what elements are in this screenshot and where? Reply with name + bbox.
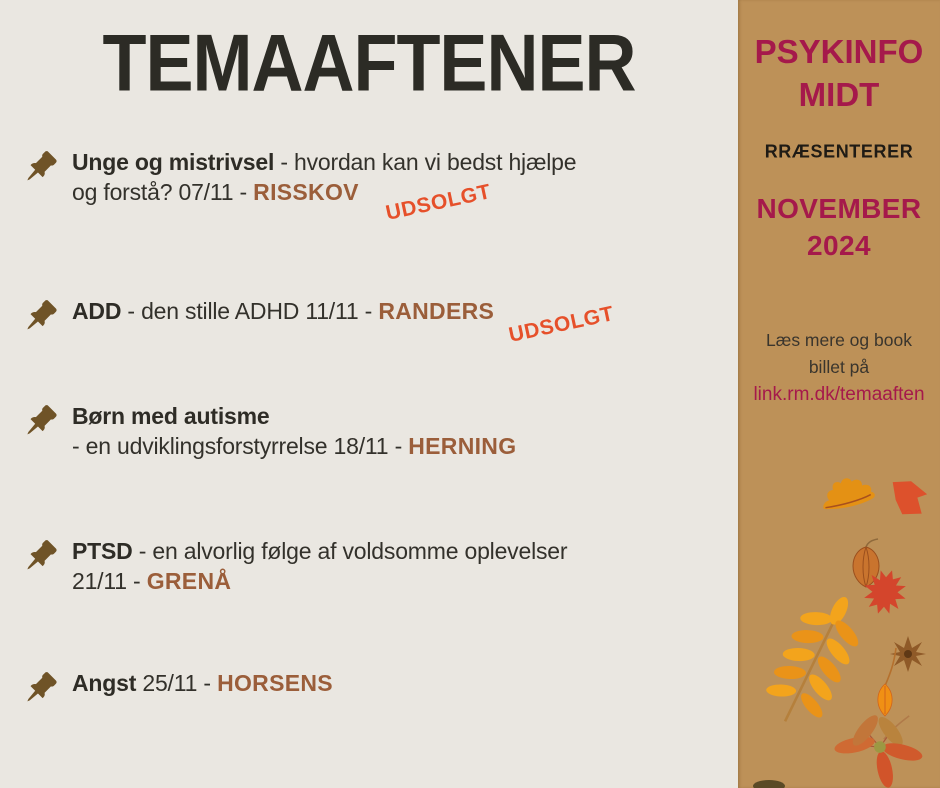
event-title: Børn med autisme — [72, 403, 270, 429]
cta-line1: Læs mere og book — [766, 330, 912, 350]
event-title: Unge og mistrivsel — [72, 149, 275, 175]
pushpin-icon — [26, 148, 59, 181]
event-title: Angst — [72, 670, 137, 696]
event-description: og forstå? 07/11 - — [72, 178, 254, 205]
event-line1 — [72, 148, 576, 178]
month-name: NOVEMBER — [756, 193, 922, 224]
maple-leaf-icon — [858, 568, 912, 616]
brand-line2: MIDT — [798, 76, 880, 113]
month-year: 2024 — [807, 230, 871, 261]
booking-link: link.rm.dk/temaaften — [753, 384, 925, 405]
event-location: HERNING — [408, 432, 517, 459]
leaf-decoration — [738, 460, 940, 788]
event-description: - hvordan kan vi bedst hjælpe — [274, 149, 577, 175]
event-text — [72, 148, 577, 225]
event-description: 21/11 - — [72, 567, 147, 594]
event-text — [72, 669, 333, 699]
event-location: HORSENS — [217, 670, 333, 696]
event-row-boern-med-autisme — [26, 402, 728, 461]
event-title: PTSD — [72, 538, 133, 564]
creeper-leaf-icon — [828, 710, 928, 788]
month-label — [738, 190, 940, 264]
event-row-angst — [26, 669, 728, 702]
event-line1 — [72, 537, 567, 567]
oak-leaf-icon — [818, 468, 876, 518]
event-text — [72, 537, 567, 596]
event-line2 — [72, 567, 567, 597]
event-line2 — [72, 432, 516, 462]
event-description: 25/11 - — [136, 670, 218, 696]
pushpin-icon — [26, 669, 59, 702]
event-description: - den stille ADHD 11/11 - — [121, 298, 379, 324]
event-title: ADD — [72, 298, 122, 324]
event-row-add — [26, 297, 728, 347]
pushpin-icon — [26, 297, 59, 330]
event-line1 — [72, 402, 516, 432]
event-location: RISSKOV — [253, 178, 359, 205]
event-text — [72, 402, 516, 461]
presents-label: RRÆSENTERER — [764, 140, 914, 162]
event-text — [72, 297, 617, 347]
sidebar — [738, 0, 940, 788]
event-location: GRENÅ — [146, 567, 232, 594]
brand-title — [738, 30, 940, 116]
event-line1 — [72, 669, 333, 699]
event-location: RANDERS — [378, 298, 495, 324]
event-line1 — [72, 297, 617, 347]
event-description: - en udviklingsforstyrrelse 18/11 - — [72, 432, 409, 459]
brand-line1: PSYKINFO — [754, 33, 924, 70]
pushpin-icon — [26, 537, 59, 570]
leaf-tip-icon — [752, 778, 786, 788]
soldout-stamp: UDSOLGT — [383, 179, 493, 225]
poster-title: TEMAAFTENER — [102, 19, 636, 109]
event-row-unge-og-mistrivsel — [26, 148, 728, 225]
cta-text — [738, 327, 940, 408]
red-leaf-icon — [888, 480, 928, 518]
event-row-ptsd — [26, 537, 728, 596]
cta-line2: billet på — [808, 357, 870, 377]
event-line2 — [72, 178, 576, 225]
pushpin-icon — [26, 402, 59, 435]
event-description: - en alvorlig følge af voldsomme oplevelser — [132, 538, 568, 564]
soldout-stamp: UDSOLGT — [506, 302, 617, 347]
